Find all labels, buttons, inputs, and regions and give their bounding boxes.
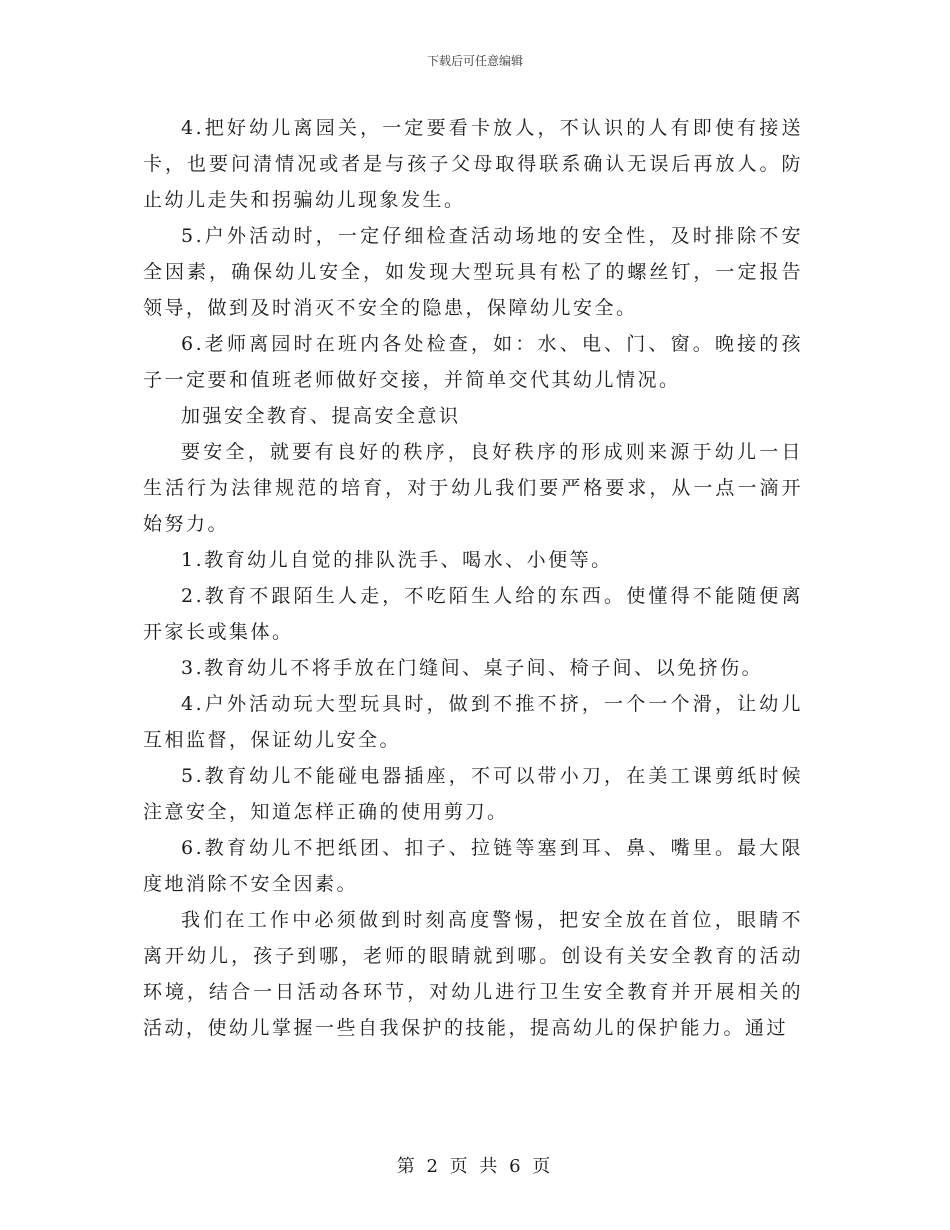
paragraph-edu-4: 4.户外活动玩大型玩具时，做到不推不挤，一个一个滑，让幼儿互相监督，保证幼儿安全。 (143, 693, 803, 751)
paragraph-edu-1: 1.教育幼儿自觉的排队洗手、喝水、小便等。 (181, 549, 613, 571)
section-heading: 加强安全教育、提高安全意识 (181, 405, 461, 427)
paragraph-item-4: 4.把好幼儿离园关，一定要看卡放人，不认识的人有即使有接送卡，也要问清情况或者是与孩子父母取得联系确认无误后再放人。防止幼儿走失和拐骗幼儿现象发生。 (143, 117, 803, 211)
paragraph-edu-6: 6.教育幼儿不把纸团、扣子、拉链等塞到耳、鼻、嘴里。最大限度地消除不安全因素。 (143, 837, 803, 895)
paragraph-intro: 要安全，就要有良好的秩序，良好秩序的形成则来源于幼儿一日生活行为法律规范的培育，对于幼儿我们要严格要求，从一点一滴开始努力。 (143, 441, 803, 535)
paragraph-edu-3: 3.教育幼儿不将手放在门缝间、桌子间、椅子间、以免挤伤。 (181, 657, 764, 679)
document-body (143, 110, 803, 1046)
paragraph-item-6: 6.老师离园时在班内各处检查，如：水、电、门、窗。晚接的孩子一定要和值班老师做好交接，并简单交代其幼儿情况。 (143, 333, 803, 391)
paragraph-closing: 我们在工作中必须做到时刻高度警惕，把安全放在首位，眼睛不离开幼儿，孩子到哪，老师的眼睛就到哪。创设有关安全教育的活动环境，结合一日活动各环节，对幼儿进行卫生安全教育并开展相关的活动，使幼儿掌握一些自我保护的技能，提高幼儿的保护能力。通过 (143, 909, 803, 1039)
paragraph-edu-5: 5.教育幼儿不能碰电器插座，不可以带小刀，在美工课剪纸时候注意安全，知道怎样正确的使用剪刀。 (143, 765, 803, 823)
page-number: 第 2 页 共 6 页 (396, 1156, 554, 1177)
paragraph-item-5: 5.户外活动时，一定仔细检查活动场地的安全性，及时排除不安全因素，确保幼儿安全，如发现大型玩具有松了的螺丝钉，一定报告领导，做到及时消灭不安全的隐患，保障幼儿安全。 (143, 225, 803, 319)
page-header: 下载后可任意编辑 (426, 54, 523, 68)
paragraph-edu-2: 2.教育不跟陌生人走，不吃陌生人给的东西。使懂得不能随便离开家长或集体。 (143, 585, 803, 643)
